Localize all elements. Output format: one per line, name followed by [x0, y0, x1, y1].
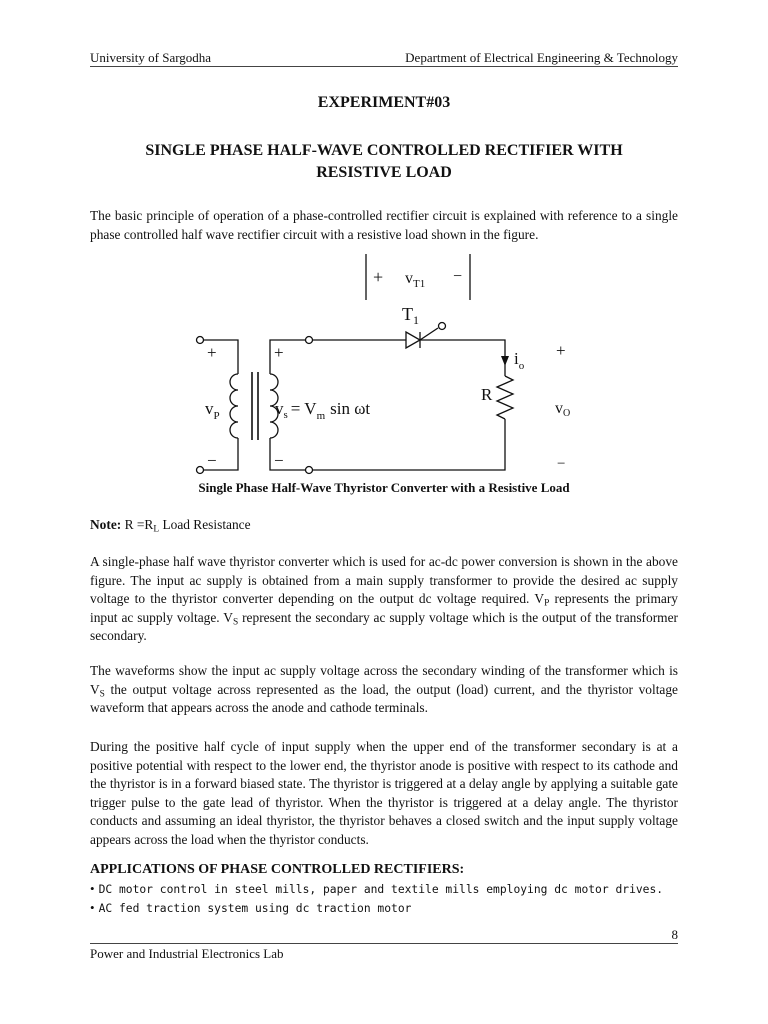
- note-label: Note:: [90, 517, 122, 532]
- paragraph-converter: A single-phase half wave thyristor converter which is used for ac-dc power conversion is shown in the above figure. The input ac supply is obtained from a main supply transformer to provide the desired ac supply voltage to the thyristor converter depending on the output dc voltage required. $V_P$ represents the primary input ac supply voltage. $V_S$ represent the secondary ac supply voltage which is the output of the transformer secondary.: [90, 554, 678, 643]
- load-resistor: [497, 376, 513, 419]
- note-subscript: L: [153, 524, 160, 535]
- current-arrow: [501, 356, 509, 366]
- header-university: University of Sargodha: [90, 50, 212, 65]
- primary-voltage-label: $v_P$: [205, 399, 220, 422]
- vt-label: $v_{T1}$: [405, 270, 426, 290]
- page-footer: Power and Industrial Electronics Lab: [90, 946, 284, 961]
- secondary-bottom-terminal: [306, 467, 313, 474]
- thyristor-label: $T_1$: [402, 304, 419, 327]
- page-header: [90, 46, 678, 66]
- vt-minus: −: [453, 268, 463, 285]
- main-title: SINGLE PHASE HALF-WAVE CONTROLLED RECTIFIER WITH RESISTIVE LOAD: [145, 142, 623, 181]
- thyristor-symbol: [406, 323, 446, 349]
- primary-plus: +: [207, 343, 217, 362]
- vt-plus: +: [373, 267, 384, 287]
- header-divider: [90, 66, 678, 67]
- secondary-voltage-equation: $v_s = V_m$ sin ωt: [275, 399, 371, 422]
- output-voltage-label: vO: [555, 400, 571, 419]
- secondary-minus: −: [274, 451, 284, 470]
- primary-minus: −: [207, 451, 217, 470]
- output-minus: −: [557, 456, 566, 472]
- list-item: • DC motor control in steel mills, paper and textile mills employing dc motor drives.: [90, 881, 664, 896]
- experiment-title: EXPERIMENT#03: [317, 94, 451, 111]
- intro-paragraph: The basic principle of operation of a phase-controlled rectifier circuit is explained with reference to a single phase controlled half wave rectifier circuit with a resistive load shown in the figure.: [90, 208, 678, 242]
- page-number: 8: [671, 927, 678, 942]
- paragraph-positive-half-cycle: During the positive half cycle of input supply when the upper end of the transformer secondary is at a positive potential with respect to the lower end, the thyristor anode is positive with respect to its cathode and the thyristor is in a forward biased state. The thyristor is triggered at a delay angle by applying a suitable gate trigger pulse to the gate lead of thyristor. When the thyristor is triggered at a delay angle. The thyristor conducts and assuming an ideal thyristor, the thyristor behaves a closed switch and the input supply voltage appears across the load when the thyristor conducts.: [90, 739, 678, 847]
- paragraph-waveforms: The waveforms show the input ac supply voltage across the secondary winding of the transformer which is $V_S$ the output voltage across represented as the load, the output (load) current, and the thyristor voltage waveform that appears across the anode and cathode terminals.: [90, 663, 678, 715]
- load-return-wire: [313, 419, 505, 470]
- figure-caption: Single Phase Half-Wave Thyristor Converter with a Resistive Load: [198, 480, 570, 495]
- primary-winding: [230, 374, 238, 438]
- secondary-top-terminal: [306, 337, 313, 344]
- applications-list: [90, 880, 678, 918]
- note-text-tail: Load Resistance: [159, 517, 251, 532]
- resistor-label: R: [481, 385, 493, 404]
- header-department: Department of Electrical Engineering & Technology: [405, 50, 678, 65]
- note-text: R =R: [121, 517, 154, 532]
- list-item: • AC fed traction system using dc traction motor: [90, 900, 412, 915]
- circuit-diagram: [170, 248, 590, 480]
- primary-top-terminal: [197, 337, 204, 344]
- current-label: $i_o$: [514, 349, 525, 372]
- applications-heading: APPLICATIONS OF PHASE CONTROLLED RECTIFIERS:: [90, 862, 465, 877]
- primary-bottom-terminal: [197, 467, 204, 474]
- output-plus: +: [556, 341, 566, 360]
- footer-divider: [90, 943, 678, 944]
- note-paragraph: [90, 516, 678, 535]
- cathode-wire: [420, 340, 505, 376]
- secondary-plus: +: [274, 343, 284, 362]
- thyristor-voltage-indicator: [366, 254, 470, 300]
